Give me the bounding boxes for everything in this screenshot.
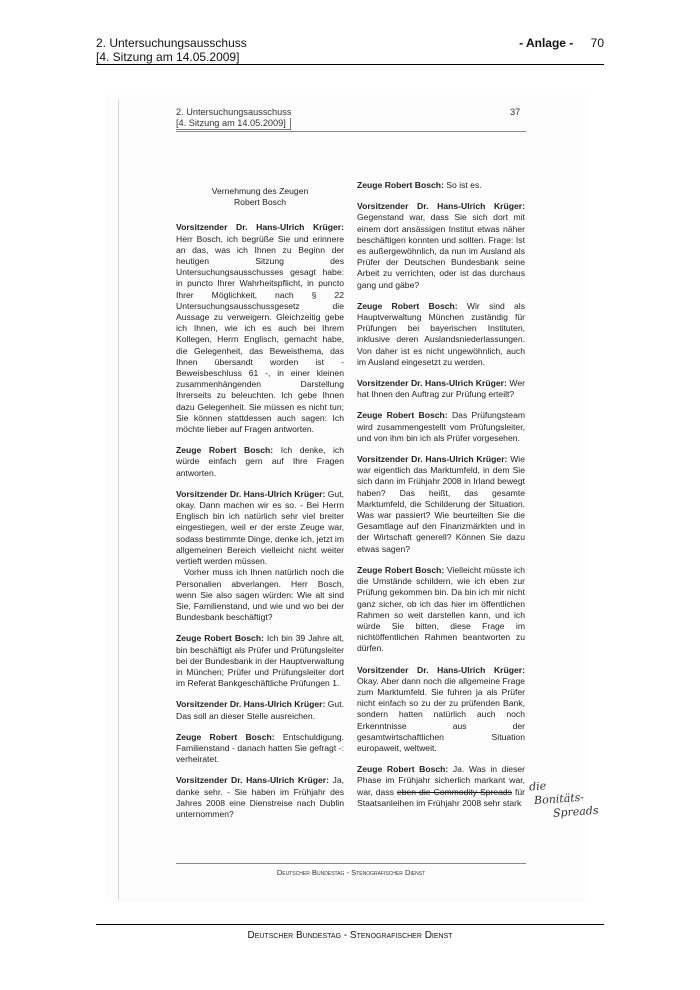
paragraph-text: Vielleicht müsste ich die Umstände schildern, wie ich eben zur Prüfung gekommen bin. Da bin ich mir nicht ganz sicher, ob ich das hier im öffentlichen Rahmen so weit darstellen kann, und ich würde Sie bitten, diese Frage im nichtöffentlichen Rahmen beantworten zu dürfen.	[357, 564, 526, 654]
paragraph-text: Entschuldigung. Familienstand - danach hatten Sie gefragt -: verheiratet.	[176, 731, 345, 765]
paragraph-text: Vorher muss ich Ihnen natürlich noch die Personalien abverlangen. Herr Bosch, wenn Sie also sagen würden: Wie alt sind Sie, Familienstand, und wie und wo bei der Bundesbank beschäftigt?	[176, 567, 344, 623]
paragraph-text: Wir sind als Hauptverwaltung München zuständig für Prüfungen bei bayerischen Instituten, inklusive deren Auslandsniederlassungen. Von daher ist es nicht ungewöhnlich, auch im Ausland eingesetzt zu werden.	[357, 300, 525, 367]
header-right	[519, 36, 604, 50]
speaker: Vorsitzender Dr. Hans-Ulrich Krüger:	[357, 378, 507, 389]
handwritten-margin-note	[529, 776, 602, 823]
hearing-title-line1: Vernehmung des Zeugen	[211, 186, 309, 196]
scan-footer: Deutscher Bundestag - Stenografischer Dienst	[276, 868, 426, 877]
paragraph	[176, 633, 344, 689]
paragraph-text: So ist es.	[446, 180, 482, 190]
speaker: Zeuge Robert Bosch:	[357, 764, 449, 775]
page-footer: Deutscher Bundestag - Stenografischer Dienst	[247, 930, 453, 941]
margin-note-line2: Bonitäts-	[533, 790, 585, 808]
scan-session-date: [4. Sitzung am 14.05.2009]	[176, 118, 291, 130]
hearing-title	[176, 186, 344, 208]
paragraph-text: Ja, danke sehr. - Sie haben im Frühjahr des Jahres 2008 eine Dienstreise nach Dublin unternommen?	[176, 775, 345, 819]
margin-note-line3: Spreads	[552, 803, 599, 820]
paragraph-text: Ich denke, ich würde einfach gern auf Ihre Fragen antworten.	[176, 445, 344, 478]
paragraph	[357, 410, 525, 444]
scan-committee-name: 2. Untersuchungsausschuss	[176, 107, 292, 117]
paragraph-text: Ja. Was in dieser Phase im Frühjahr sicherlich markant war, war, dass	[357, 764, 526, 797]
paragraph	[176, 732, 344, 766]
paragraph	[357, 301, 525, 368]
speaker: Vorsitzender Dr. Hans-Ulrich Krüger:	[176, 488, 326, 499]
paragraph	[176, 699, 344, 721]
speaker: Vorsitzender Dr. Hans-Ulrich Krüger:	[176, 775, 329, 786]
paragraph	[176, 567, 344, 623]
paragraph	[357, 665, 525, 755]
scan-header-rule	[176, 131, 526, 132]
scan-header	[176, 107, 291, 130]
speaker: Vorsitzender Dr. Hans-Ulrich Krüger:	[357, 454, 508, 465]
paragraph-text: für Staatsanleihen im Frühjahr 2008 sehr stark	[357, 786, 525, 808]
paragraph	[357, 454, 525, 555]
paragraph-text: Gegenstand war, dass Sie sich dort mit einem dort ansässigen Institut etwas näher beschäftigen konnten und sollten. Frage: Ist es außergewöhnlich, da nun im Ausland als Prüfer der Deutschen Bundesbank seine Arbeit zu verrichten, oder ist das durchaus gang und gäbe?	[357, 212, 525, 290]
speaker: Vorsitzender Dr. Hans-Ulrich Krüger:	[176, 699, 326, 710]
struck-text: eben die Commodity Spreads	[396, 786, 512, 797]
speaker: Vorsitzender Dr. Hans-Ulrich Krüger:	[357, 201, 525, 212]
left-column	[176, 186, 344, 830]
speaker: Zeuge Robert Bosch:	[357, 564, 445, 575]
paragraph	[176, 445, 344, 479]
paragraph-text: Okay. Aber dann noch die allgemeine Frage zum Marktumfeld. Sie fuhren ja als Prüfer nicht einfach so zu der zu prüfenden Bank, sondern hatten natürlich auch noch Erkenntnisse aus der gesamtwirtschaftlichen Situation europaweit, weltweit.	[357, 675, 525, 753]
speaker: Zeuge Robert Bosch:	[357, 180, 444, 190]
right-column	[357, 180, 525, 819]
paragraph	[357, 565, 525, 655]
paragraph	[357, 201, 525, 291]
paragraph	[357, 180, 525, 191]
speaker: Zeuge Robert Bosch:	[176, 445, 274, 456]
paragraph-text: Das Prüfungsteam wird zusammengestellt vom Prüfungsleiter, und von ihm bin ich als Prüfer vorgesehen.	[357, 410, 526, 443]
speaker: Zeuge Robert Bosch:	[176, 633, 264, 644]
paragraph-text: Herr Bosch, ich begrüße Sie und erinnere an das, was ich Ihnen zu Beginn der heutigen Sitzung des Untersuchungsausschusses gesagt habe: in puncto Ihrer Wahrheitspflicht, in puncto Ihrer Möglichkeit, nach § 22 Untersuchungsausschussgesetz die Aussage zu verweigern. Gleichzeitig gebe ich Ihnen, wie ich es auch bei Ihrem Kollegen, Herrn Englisch, gemacht habe, die Gelegenheit, das Beweisthema, das Ihnen übersandt worden ist - Beweisbeschluss 61 -, in einer kleinen zusammenhängenden Darstellung Ihrerseits zu beleuchten. Ich gebe Ihnen dazu Gelegenheit. Sie müssen es nicht tun; Sie können stattdessen auch sagen: Ich möchte lieber auf Fragen antworten.	[176, 233, 344, 435]
paragraph	[176, 775, 344, 820]
speaker: Zeuge Robert Bosch:	[357, 300, 458, 311]
hearing-title-line2: Robert Bosch	[233, 197, 287, 208]
paragraph-text: Wer hat Ihnen den Auftrag zur Prüfung erteilt?	[357, 378, 525, 400]
header-rule	[96, 64, 604, 65]
scan-edge-line	[118, 100, 119, 900]
paragraph	[176, 489, 344, 567]
paragraph-text: Gut. Das soll an dieser Stelle ausreichen.	[176, 699, 344, 721]
anlage-label: - Anlage -	[519, 36, 574, 50]
footer-rule	[96, 924, 604, 925]
page-number: 70	[590, 36, 604, 50]
speaker: Vorsitzender Dr. Hans-Ulrich Krüger:	[176, 222, 344, 233]
speaker: Zeuge Robert Bosch:	[357, 410, 448, 421]
margin-note-line1: die	[528, 779, 547, 794]
paragraph-text: Ich bin 39 Jahre alt, bin beschäftigt als Prüfer und Prüfungsleiter bei der Bundesbank in der Hauptverwaltung in München; Prüfer und Prüfungsleiter dort im Referat Bankgeschäftliche Prüfungen 1.	[176, 633, 344, 689]
paragraph-text: Gut, okay. Dann machen wir es so. - Bei Herrn Englisch bin ich natürlich sehr viel breiter eingestiegen, weil er der erste Zeuge war, sodass bestimmte Dinge, denke ich, jetzt im allgemeinen Bereich vielleicht nicht weiter vertieft werden müssen.	[176, 488, 344, 567]
paragraph	[357, 764, 525, 809]
page-header	[96, 36, 604, 64]
paragraph-text: Wie war eigentlich das Marktumfeld, in dem Sie sich dann im Frühjahr 2008 in Irland bewegt haben? Das heißt, das gesamte Marktumfeld, die Schilderung der Situation. Was war passiert? Wie beurteilten Sie die Gesamtlage auf den Finanzmärkten und in der Wirtschaft generell? Können Sie dazu etwas sagen?	[357, 454, 525, 554]
speaker: Vorsitzender Dr. Hans-Ulrich Krüger:	[357, 664, 525, 675]
paragraph	[176, 222, 344, 435]
session-date: [4. Sitzung am 14.05.2009]	[96, 50, 240, 64]
committee-name: 2. Untersuchungsausschuss	[96, 36, 247, 50]
paragraph	[357, 378, 525, 400]
scan-page-number: 37	[510, 107, 521, 117]
speaker: Zeuge Robert Bosch:	[176, 731, 275, 742]
scan-footer-rule	[176, 863, 526, 864]
